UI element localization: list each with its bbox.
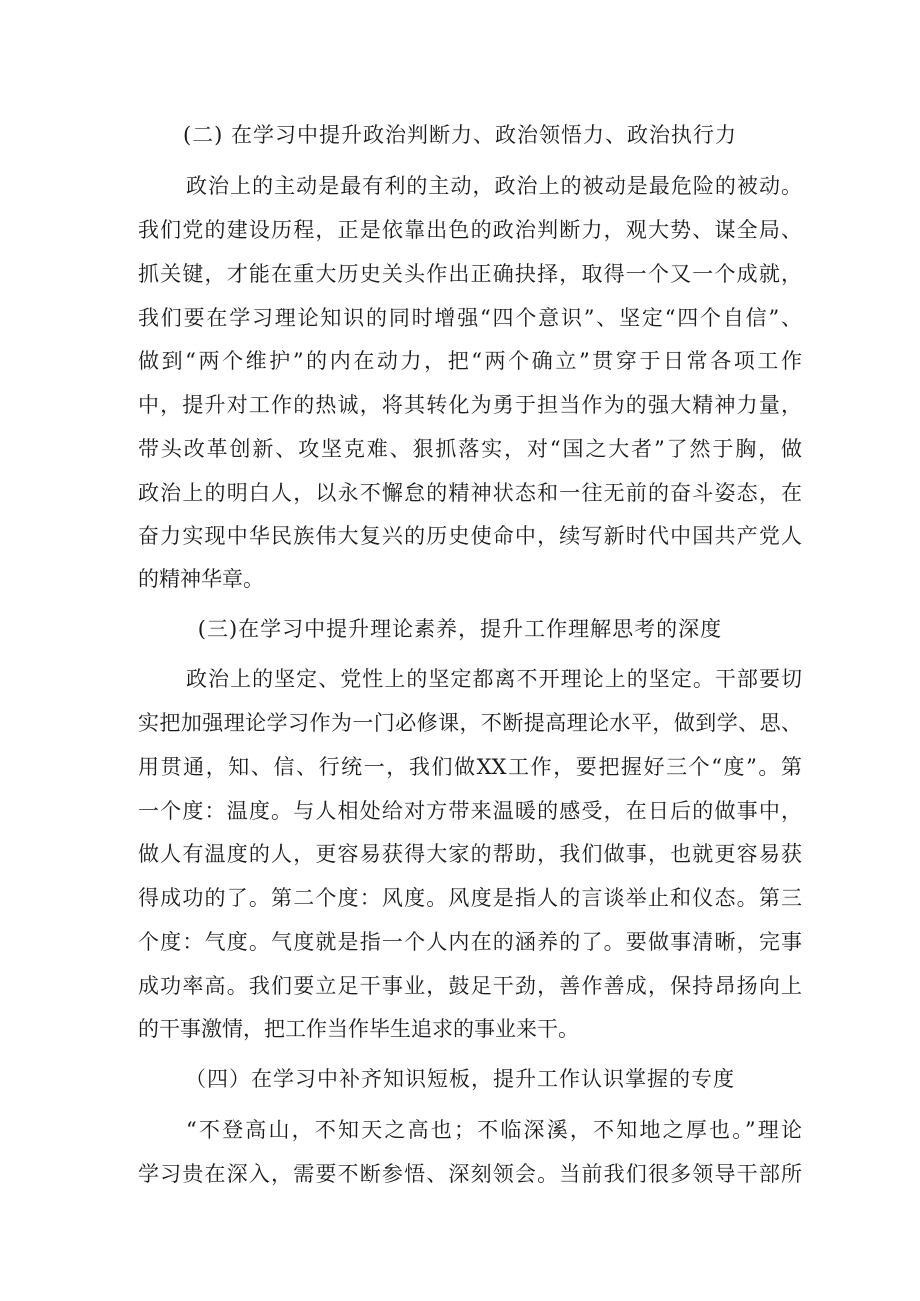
paragraph-line: 用贯通，知、信、行统一，我们做XX工作，要把握好三个“度”。第: [138, 755, 802, 779]
section-heading: (二) 在学习中提升政治判断力、政治领悟力、政治执行力: [182, 123, 738, 147]
paragraph-line: 成功率高。我们要立足干事业，鼓足干劲，善作善成，保持昂扬向上: [138, 974, 802, 998]
section-heading: (三)在学习中提升理论素养，提升工作理解思考的深度: [197, 617, 723, 641]
paragraph-line: 一个度：温度。与人相处给对方带来温暖的感受，在日后的做事中，: [138, 799, 802, 823]
paragraph-line: 的精神华章。: [138, 567, 264, 591]
paragraph-line: 的干事激情，把工作当作毕生追求的事业来干。: [138, 1017, 579, 1041]
paragraph-line: 学习贵在深入，需要不断参悟、深刻领会。当前我们很多领导干部所: [138, 1162, 802, 1186]
paragraph-line: 我们要在学习理论知识的同时增强“四个意识”、坚定“四个自信”、: [138, 306, 802, 330]
paragraph-line: 实把加强理论学习作为一门必修课，不断提高理论水平，做到学、思、: [138, 711, 802, 735]
paragraph-line: 得成功的了。第二个度：风度。风度是指人的言谈举止和仪态。第三: [138, 886, 802, 910]
paragraph-line: 带头改革创新、攻坚克难、狠抓落实，对“国之大者”了然于胸，做: [138, 437, 802, 461]
paragraph-line: “不登高山，不知天之高也；不临深溪，不知地之厚也。”理论: [186, 1118, 802, 1142]
paragraph-line: 奋力实现中华民族伟大复兴的历史使命中，续写新时代中国共产党人: [138, 524, 802, 548]
paragraph-line: 政治上的主动是最有利的主动，政治上的被动是最危险的被动。: [186, 174, 802, 198]
paragraph-line: 我们党的建设历程，正是依靠出色的政治判断力，观大势、谋全局、: [138, 218, 802, 242]
paragraph-line: 个度：气度。气度就是指一个人内在的涵养的了。要做事清晰，完事: [138, 930, 802, 954]
section-heading: （四）在学习中补齐知识短板，提升工作认识掌握的专度: [185, 1067, 735, 1091]
paragraph-line: 做到“两个维护”的内在动力，把“两个确立”贯穿于日常各项工作: [138, 349, 802, 373]
paragraph-line: 政治上的坚定、党性上的坚定都离不开理论上的坚定。干部要切: [186, 667, 802, 691]
paragraph-line: 做人有温度的人，更容易获得大家的帮助，我们做事，也就更容易获: [138, 842, 802, 866]
paragraph-line: 中，提升对工作的热诚，将其转化为勇于担当作为的强大精神力量，: [138, 393, 802, 417]
paragraph-line: 抓关键，才能在重大历史关头作出正确抉择，取得一个又一个成就，: [138, 262, 802, 286]
paragraph-line: 政治上的明白人，以永不懈怠的精神状态和一往无前的奋斗姿态，在: [138, 481, 802, 505]
